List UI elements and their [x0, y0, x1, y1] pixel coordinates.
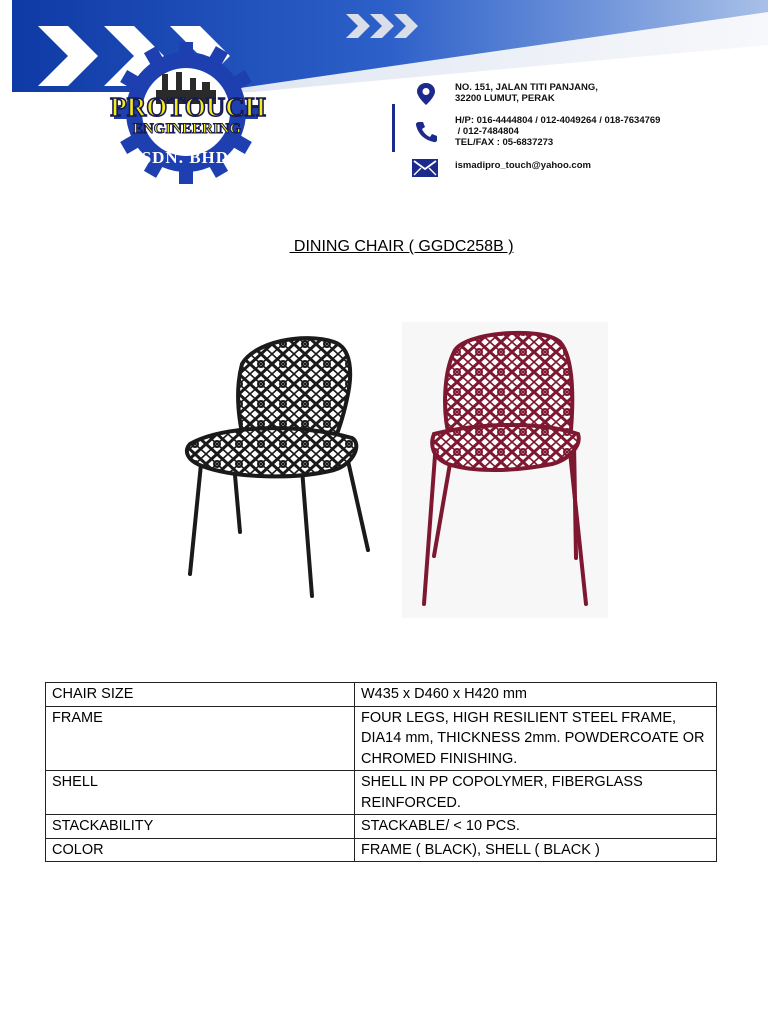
phone-icon — [414, 121, 438, 148]
contact-divider — [392, 104, 395, 152]
document-title: DINING CHAIR ( GGDC258B ) — [289, 238, 514, 255]
table-row — [46, 815, 717, 839]
logo-text-sdn-bhd: SDN. BHD. — [141, 148, 235, 167]
location-pin-icon — [416, 82, 436, 111]
spec-table — [45, 682, 717, 862]
logo-text-protouch: PROTOUCH — [110, 92, 266, 122]
spec-value: FOUR LEGS, HIGH RESILIENT STEEL FRAME, DIA14 mm, THICKNESS 2mm. POWDERCOATE OR CHROMED FINISHING. — [355, 706, 717, 771]
spec-value: W435 x D460 x H420 mm — [355, 683, 717, 707]
table-row — [46, 771, 717, 815]
spec-label: STACKABILITY — [46, 815, 355, 839]
contact-address: NO. 151, JALAN TITI PANJANG, 32200 LUMUT, PERAK — [455, 82, 598, 104]
spec-label: FRAME — [46, 706, 355, 771]
envelope-icon — [412, 159, 438, 182]
spec-value: STACKABLE/ < 10 PCS. — [355, 815, 717, 839]
contact-email[interactable]: ismadipro_touch@yahoo.com — [455, 160, 591, 171]
spec-label: CHAIR SIZE — [46, 683, 355, 707]
company-logo — [98, 42, 278, 187]
contact-phone: H/P: 016-4444804 / 012-4049264 / 018-7634769 / 012-7484804 TEL/FAX : 05-6837273 — [455, 115, 661, 148]
spec-value: SHELL IN PP COPOLYMER, FIBERGLASS REINFORCED. — [355, 771, 717, 815]
black-chair-image — [184, 334, 374, 609]
logo-text-engineering: ENGINEERING — [132, 121, 242, 137]
spec-value: FRAME ( BLACK), SHELL ( BLACK ) — [355, 838, 717, 862]
table-row — [46, 683, 717, 707]
table-row — [46, 706, 717, 771]
spec-label: SHELL — [46, 771, 355, 815]
table-row — [46, 838, 717, 862]
red-chair-image — [402, 322, 608, 623]
spec-label: COLOR — [46, 838, 355, 862]
